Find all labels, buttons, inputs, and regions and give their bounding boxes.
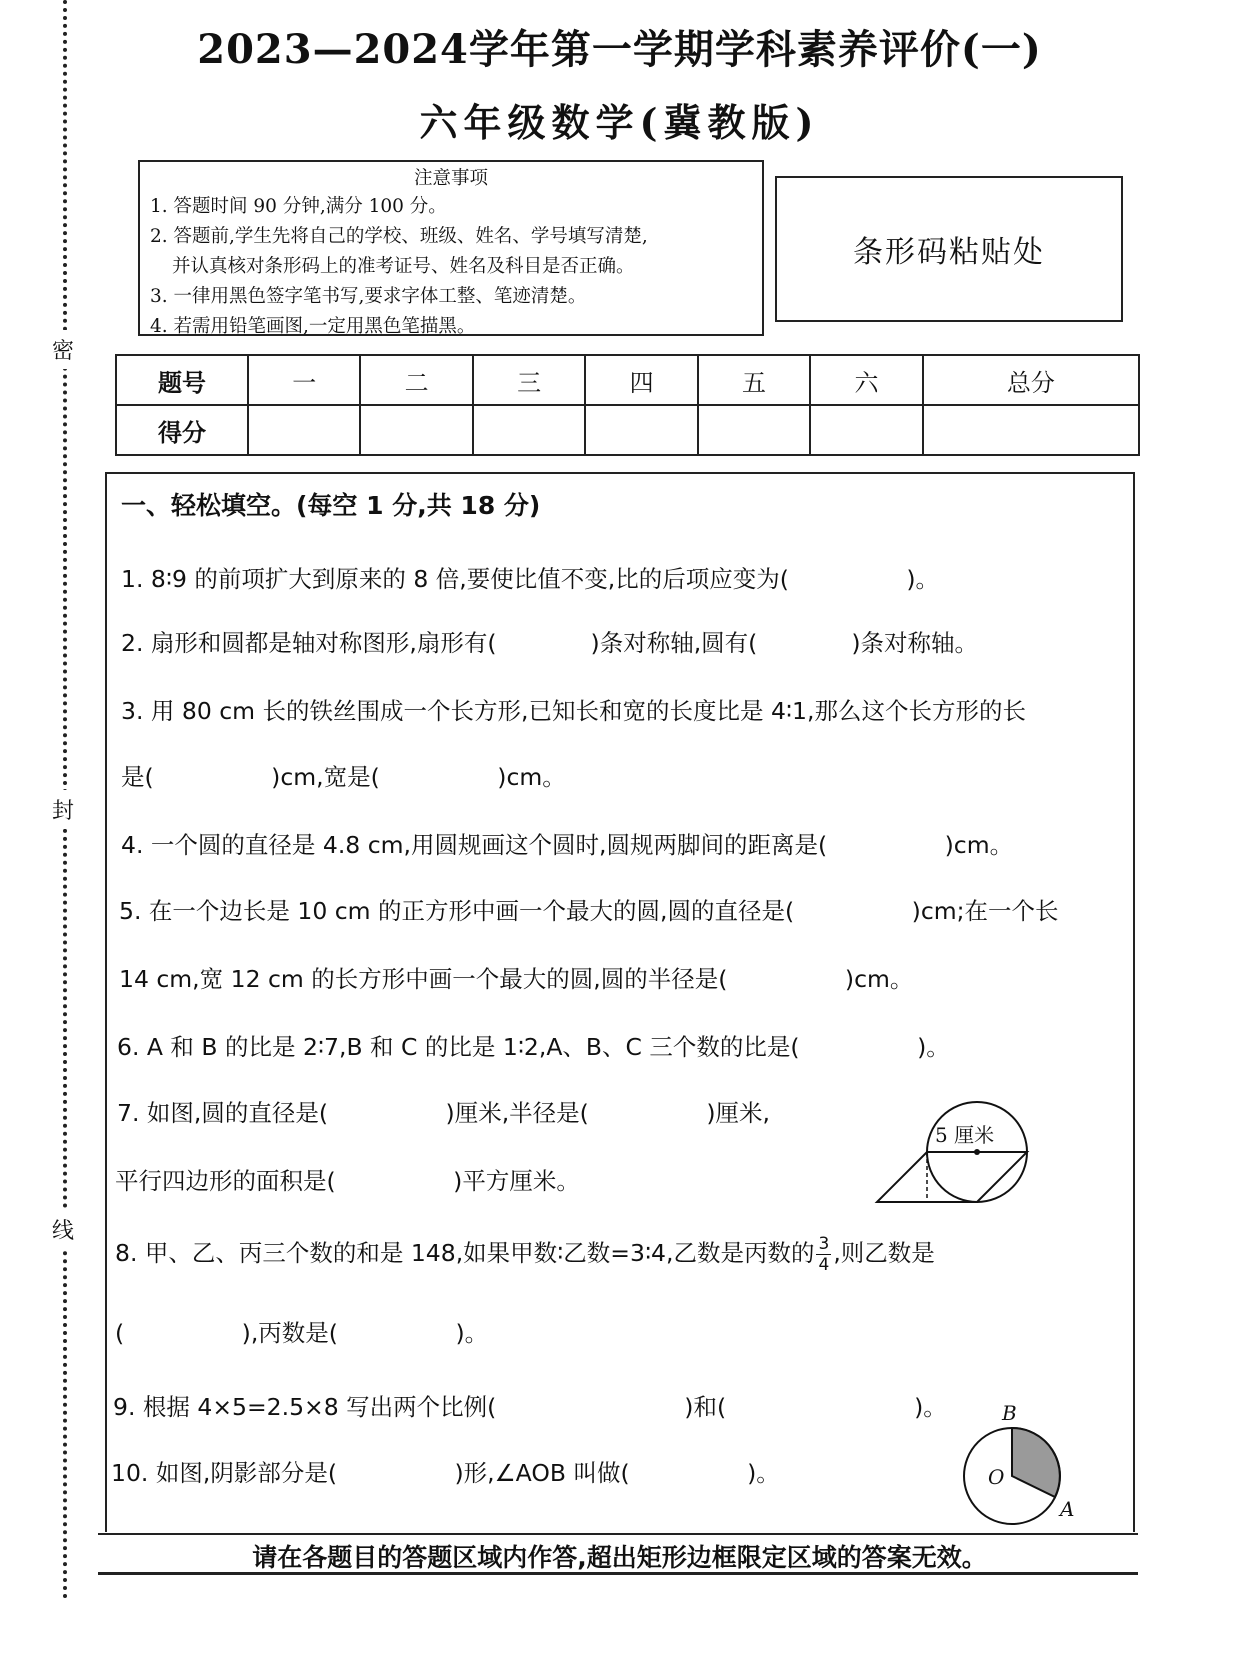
- score-cell-total[interactable]: [923, 405, 1139, 455]
- score-table-score-row: [116, 405, 1139, 455]
- notice-line: 1. 答题时间 90 分钟,满分 100 分。: [150, 196, 447, 217]
- score-col-header: 五: [698, 355, 810, 405]
- barcode-area: [775, 176, 1123, 322]
- question-10: 10. 如图,阴影部分是( )形,∠AOB 叫做( )。: [111, 1459, 780, 1487]
- question-6: 6. A 和 B 的比是 2∶7,B 和 C 的比是 1∶2,A、B、C 三个数的比是( )。: [117, 1033, 950, 1061]
- question-8-line-2: ( ),丙数是( )。: [115, 1319, 489, 1347]
- seal-char-mi: 密: [52, 330, 74, 369]
- question-8-text: 8. 甲、乙、丙三个数的和是 148,如果甲数∶乙数=3∶4,乙数是丙数的: [115, 1239, 815, 1267]
- exam-subtitle: 六年级数学(冀教版): [419, 100, 820, 145]
- score-col-header: 六: [810, 355, 922, 405]
- barcode-label: 条形码粘贴处: [853, 235, 1045, 270]
- score-table: [115, 354, 1140, 456]
- question-4: 4. 一个圆的直径是 4.8 cm,用圆规画这个圆时,圆规两脚间的距离是( )cm。: [121, 831, 1014, 859]
- question-8-line-1: [115, 1234, 935, 1275]
- question-9: 9. 根据 4×5=2.5×8 写出两个比例( )和( )。: [113, 1393, 947, 1421]
- score-cell[interactable]: [248, 405, 360, 455]
- fraction-numerator: 3: [818, 1234, 830, 1254]
- score-row-header-score: 得分: [116, 405, 248, 455]
- score-table-header-row: [116, 355, 1139, 405]
- q7-diameter-label: 5 厘米: [935, 1123, 995, 1147]
- question-3-line-2: 是( )cm,宽是( )cm。: [121, 763, 566, 791]
- notice-line: 2. 答题前,学生先将自己的学校、班级、姓名、学号填写清楚,: [150, 226, 648, 247]
- score-cell[interactable]: [360, 405, 472, 455]
- question-1: 1. 8∶9 的前项扩大到原来的 8 倍,要使比值不变,比的后项应变为( )。: [121, 565, 940, 593]
- notice-box: [138, 160, 764, 336]
- q10-label-o: O: [988, 1465, 1005, 1489]
- question-8-text-tail: ,则乙数是: [833, 1239, 935, 1267]
- score-cell[interactable]: [698, 405, 810, 455]
- score-col-header: 三: [473, 355, 585, 405]
- seal-char-xian: 线: [52, 1210, 74, 1249]
- notice-line: 4. 若需用铅笔画图,一定用黑色笔描黑。: [150, 316, 476, 337]
- seal-char-feng: 封: [52, 790, 74, 829]
- score-cell[interactable]: [810, 405, 922, 455]
- exam-title: 2023—2024学年第一学期学科素养评价(一): [197, 26, 1042, 73]
- question-7-line-1: 7. 如图,圆的直径是( )厘米,半径是( )厘米,: [117, 1099, 770, 1127]
- score-col-header: 二: [360, 355, 472, 405]
- question-2: 2. 扇形和圆都是轴对称图形,扇形有( )条对称轴,圆有( )条对称轴。: [121, 629, 979, 657]
- score-col-header: 四: [585, 355, 697, 405]
- footer-warning: 请在各题目的答题区域内作答,超出矩形边框限定区域的答案无效。: [252, 1543, 987, 1572]
- question-3-line-1: 3. 用 80 cm 长的铁丝围成一个长方形,已知长和宽的长度比是 4∶1,那么这个长方形的长: [121, 697, 1026, 725]
- score-cell[interactable]: [585, 405, 697, 455]
- fraction-three-quarters: [816, 1234, 831, 1275]
- score-cell[interactable]: [473, 405, 585, 455]
- question-5-line-1: 5. 在一个边长是 10 cm 的正方形中画一个最大的圆,圆的直径是( )cm;在一个长: [119, 897, 1059, 925]
- score-row-header-question: 题号: [116, 355, 248, 405]
- q7-center-dot: [974, 1149, 980, 1155]
- score-col-header-total: 总分: [923, 355, 1139, 405]
- score-col-header: 一: [248, 355, 360, 405]
- q10-shaded-sector: [1012, 1428, 1060, 1497]
- notice-line: 并认真核对条形码上的准考证号、姓名及科目是否正确。: [172, 256, 635, 277]
- q10-label-b: B: [1002, 1404, 1017, 1425]
- notice-heading: 注意事项: [413, 168, 488, 189]
- q10-label-a: A: [1060, 1497, 1075, 1521]
- fraction-denominator: 4: [818, 1255, 830, 1275]
- question-7-line-2: 平行四边形的面积是( )平方厘米。: [115, 1167, 580, 1195]
- question-5-line-2: 14 cm,宽 12 cm 的长方形中画一个最大的圆,圆的半径是( )cm。: [119, 965, 914, 993]
- q10-sector-figure: [942, 1404, 1092, 1532]
- footer-bottom-rule: [98, 1572, 1138, 1575]
- q7-circle-parallelogram-figure: [837, 1096, 1037, 1208]
- answer-area: [105, 472, 1135, 1532]
- section-title: 一、轻松填空。(每空 1 分,共 18 分): [121, 491, 541, 520]
- footer-top-rule: [98, 1533, 1138, 1535]
- notice-line: 3. 一律用黑色签字笔书写,要求字体工整、笔迹清楚。: [150, 286, 587, 307]
